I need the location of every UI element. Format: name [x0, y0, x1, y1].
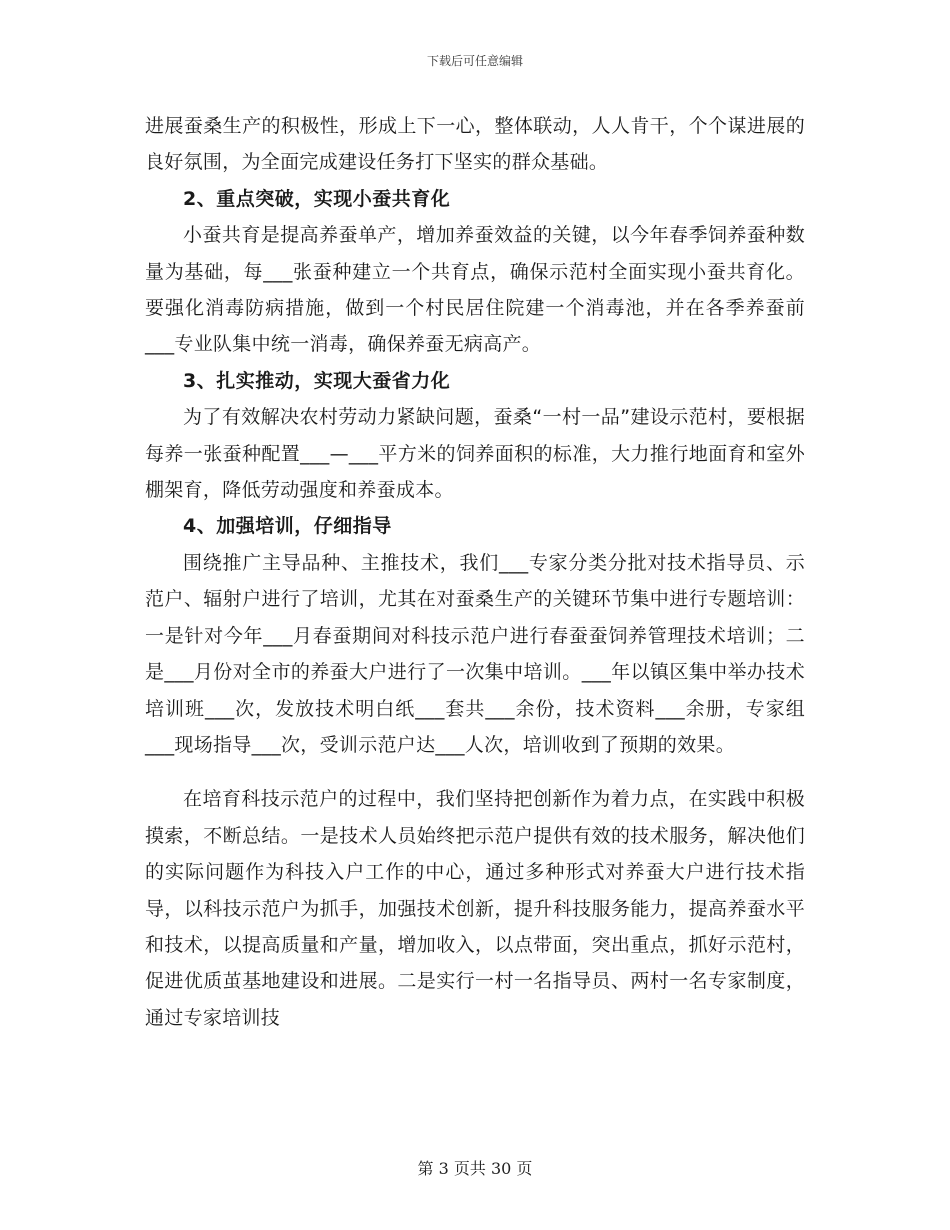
paragraph-5: 在培育科技示范户的过程中，我们坚持把创新作为着力点，在实践中积极摸索，不断总结。一是技术人员始终把示范户提供有效的技术服务，解决他们的实际问题作为科技入户工作的中心，通过多种形式对养蚕大户进行技术指导，以科技示范户为抓手，加强技术创新，提升科技服务能力，提高养蚕水平和技术，以提高质量和产量，增加收入，以点带面，突出重点，抓好示范村，促进优质茧基地建设和进展。二是实行一村一名指导员、两村一名专家制度，通过专家培训技 — [145, 788, 805, 1029]
paragraph-2: 小蚕共育是提高养蚕单产，增加养蚕效益的关键，以今年春季饲养蚕种数量为基础，每___张蚕种建立一个共育点，确保示范村全面实现小蚕共育化。要强化消毒防病措施，做到一个村民居住院建一个消毒池，并在各季养蚕前___专业队集中统一消毒，确保养蚕无病高产。 — [145, 224, 805, 356]
document-body — [145, 108, 805, 1036]
paragraph-3: 为了有效解决农村劳动力紧缺问题，蚕桑“一村一品”建设示范村，要根据每养一张蚕种配置___—___平方米的饲养面积的标准，大力推行地面育和室外棚架育，降低劳动强度和养蚕成本。 — [145, 406, 805, 502]
section-heading-3: 3、扎实推动，实现大蚕省力化 — [183, 369, 451, 392]
section-heading-2: 2、重点突破，实现小蚕共育化 — [183, 187, 451, 210]
header-note: 下载后可任意编辑 — [426, 54, 523, 68]
section-heading-4: 4、加强培训，仔细指导 — [183, 515, 392, 538]
paragraph-4: 围绕推广主导品种、主推技术，我们___专家分类分批对技术指导员、示范户、辐射户进行了培训，尤其在对蚕桑生产的关键环节集中进行专题培训：一是针对今年___月春蚕期间对科技示范户进行春蚕蚕饲养管理技术培训；二是___月份对全市的养蚕大户进行了一次集中培训。___年以镇区集中举办技术培训班___次，发放技术明白纸___套共___余份，技术资料___余册，专家组___现场指导___次，受训示范户达___人次，培训收到了预期的效果。 — [145, 551, 805, 756]
paragraph-1: 进展蚕桑生产的积极性，形成上下一心，整体联动，人人肯干，个个谋进展的良好氛围，为全面完成建设任务打下坚实的群众基础。 — [145, 115, 805, 174]
page-number: 第 3 页共 30 页 — [417, 1159, 533, 1178]
